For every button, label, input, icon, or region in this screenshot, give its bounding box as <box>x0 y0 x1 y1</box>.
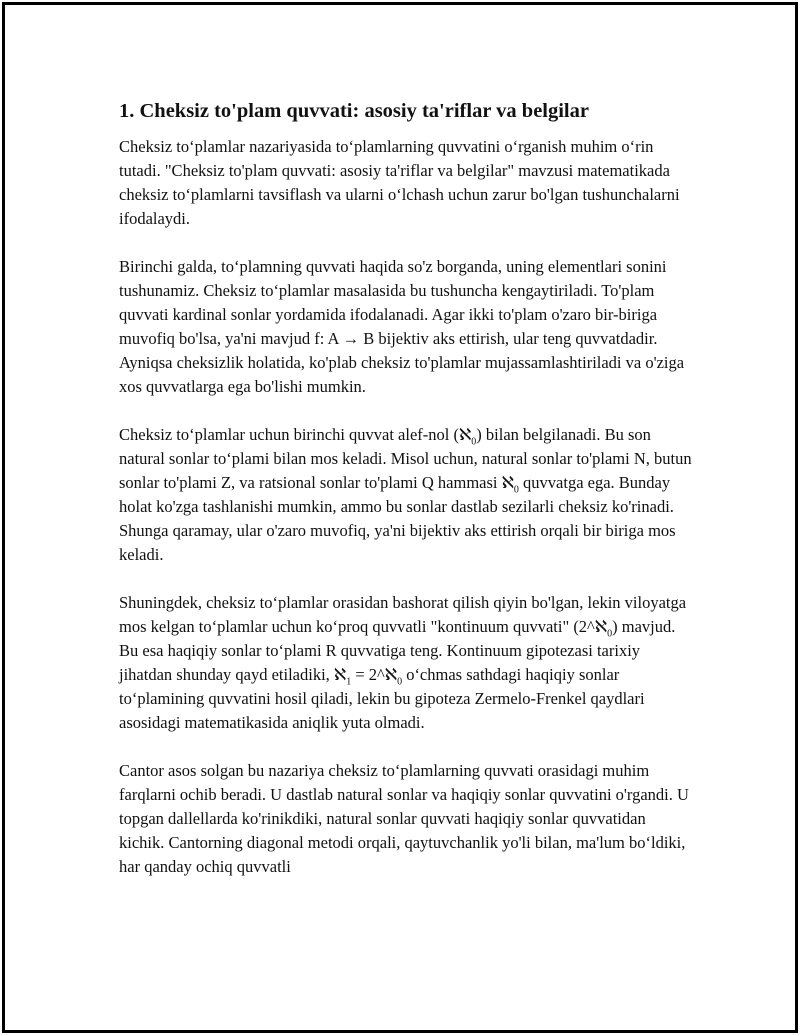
aleph-subscript: 0 <box>471 436 477 448</box>
paragraph-4-text-1: Shuningdek, cheksiz to‘plamlar orasidan bashorat qilish qiyin bo'lgan, lekin viloyatga mos kelgan to‘plamlar uchun ko‘proq quvvatli "kontinuum quvvati" (2^ℵ <box>119 593 687 636</box>
aleph-subscript: 0 <box>607 628 613 640</box>
paragraph-2: Birinchi galda, to‘plamning quvvati haqida so'z borganda, uning elementlari sonini tushunamiz. Cheksiz to‘plamlar masalasida bu tushuncha kengaytiriladi. To'plam quvvati kardinal sonlar yordamida ifodalanadi. Agar ikki to'plam o'zaro bir-biriga muvofiq bo'lsa, ya'ni mavjud f: A → B bijektiv aks ettirish, ular teng quvvatdadir. Ayniqsa cheksizlik holatida, ko'plab cheksiz to'plamlar mujassamlashtiriladi va o'ziga xos quvvatlarga ega bo'lishi mumkin. <box>119 257 685 396</box>
paragraph-1: Cheksiz to‘plamlar nazariyasida to‘plamlarning quvvatini o‘rganish muhim o‘rin tutadi. "Cheksiz to'plam quvvati: asosiy ta'riflar va belgilar" mavzusi matematikada cheksiz to‘plamlarni tavsiflash va ularni o‘lchash uchun zarur bo'lgan tushunchalarni ifodalaydi. <box>119 137 680 228</box>
paragraph-4-text-4: o‘chmas sathdagi haqiqiy sonlar to‘plamining quvvatini hosil qiladi, lekin bu gipoteza Zermelo-Frenkel qaydlari asosidagi matematikasida aniqlik yuta olmadi. <box>119 665 645 732</box>
paragraph-3-text-2: ) bilan belgilanadi. Bu son natural sonlar to‘plami bilan mos keladi. Misol uchun, natural sonlar to'plami N, butun sonlar to'plami Z, va ratsional sonlar to'plami Q hammasi ℵ <box>119 425 692 492</box>
section-heading: 1. Cheksiz to'plam quvvati: asosiy ta'riflar va belgilar <box>119 100 589 122</box>
paragraph-3-text-3: quvvatga ega. Bunday holat ko'zga tashlanishi mumkin, ammo bu sonlar dastlab sezilarli cheksiz ko'rinadi. Shunga qaramay, ular o'zaro muvofiq, ya'ni bijektiv aks ettirish orqali bir biriga mos keladi. <box>119 473 676 564</box>
aleph-subscript: 1 <box>346 676 352 688</box>
aleph-subscript: 0 <box>513 484 519 496</box>
page-border <box>2 2 798 1033</box>
aleph-subscript: 0 <box>397 676 403 688</box>
paragraph-5: Cantor asos solgan bu nazariya cheksiz to‘plamlarning quvvati orasidagi muhim farqlarni ochib beradi. U dastlab natural sonlar va haqiqiy sonlar quvvatini o'rgandi. U topgan dallellarda ko'rinikdiki, natural sonlar quvvati haqiqiy sonlar quvvatidan kichik. Cantorning diagonal metodi orqali, qaytuvchanlik yo'li bilan, ma'lum bo‘ldiki, har qanday ochiq quvvatli <box>119 761 689 876</box>
paragraph-4-text-2: ) mavjud. Bu esa haqiqiy sonlar to‘plami R quvvatiga teng. Kontinuum gipotezasi tarixiy jihatdan shunday qayd etiladiki, ℵ <box>119 617 676 684</box>
paragraph-4-text-3: = 2^ℵ <box>351 665 398 684</box>
document-body <box>119 97 694 903</box>
paragraph-4 <box>119 591 694 735</box>
paragraph-3-text-1: Cheksiz to‘plamlar uchun birinchi quvvat alef-nol (ℵ <box>119 425 472 444</box>
paragraph-3 <box>119 423 694 567</box>
